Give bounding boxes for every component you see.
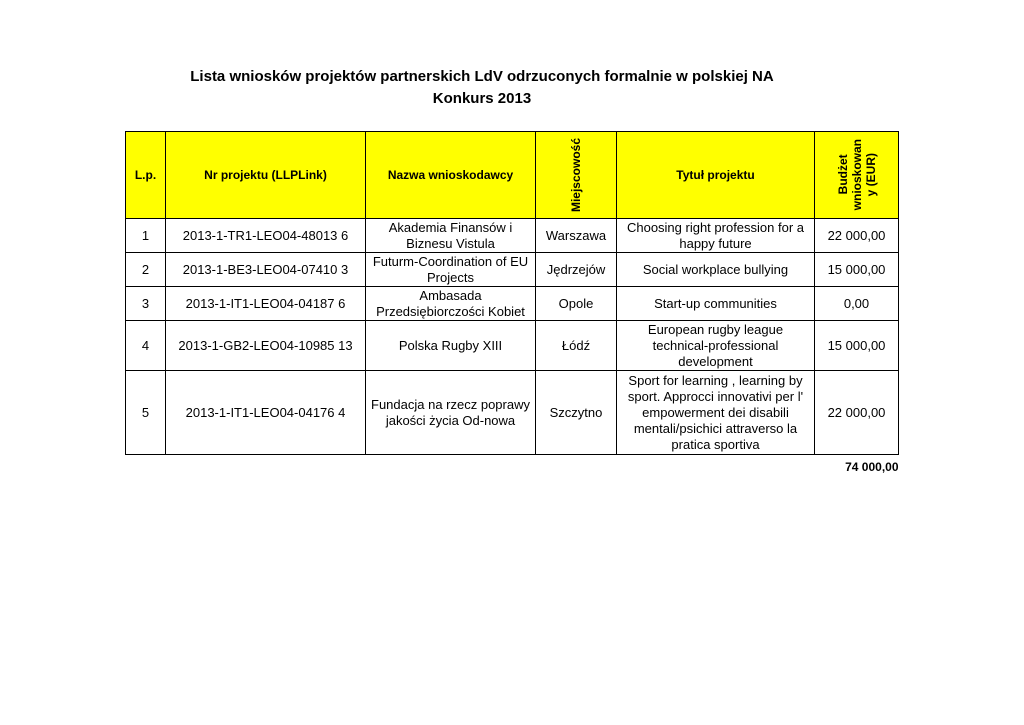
table-row <box>126 287 899 321</box>
cell-lp: 3 <box>126 287 166 321</box>
cell-budget: 22 000,00 <box>815 219 899 253</box>
cell-lp: 5 <box>126 371 166 455</box>
total-amount: 74 000,00 <box>845 460 899 474</box>
header-lp: L.p. <box>126 132 166 219</box>
header-location-cell <box>536 132 617 219</box>
cell-project-number: 2013-1-GB2-LEO04-10985 13 <box>166 321 366 371</box>
cell-project-number: 2013-1-IT1-LEO04-04176 4 <box>166 371 366 455</box>
title-line-1: Lista wniosków projektów partnerskich LdV odrzuconych formalnie w polskiej NA <box>190 68 774 85</box>
cell-lp: 4 <box>126 321 166 371</box>
header-budget: Budżet wnioskowan y (EUR) <box>835 139 878 211</box>
table-row <box>126 253 899 287</box>
cell-project-number: 2013-1-BE3-LEO04-07410 3 <box>166 253 366 287</box>
total-row <box>126 455 899 476</box>
header-project-number: Nr projektu (LLPLink) <box>166 132 366 219</box>
title-line-2: Konkurs 2013 <box>432 90 532 107</box>
cell-applicant-name: Futurm-Coordination of EU Projects <box>366 253 536 287</box>
cell-budget: 0,00 <box>815 287 899 321</box>
cell-location: Łódź <box>536 321 617 371</box>
cell-project-number: 2013-1-TR1-LEO04-48013 6 <box>166 219 366 253</box>
cell-project-title: Social workplace bullying <box>617 253 815 287</box>
cell-project-title: Choosing right profession for a happy future <box>617 219 815 253</box>
cell-applicant-name: Ambasada Przedsiębiorczości Kobiet <box>366 287 536 321</box>
cell-location: Warszawa <box>536 219 617 253</box>
cell-applicant-name: Polska Rugby XIII <box>366 321 536 371</box>
cell-project-title: Start-up communities <box>617 287 815 321</box>
cell-budget: 15 000,00 <box>815 321 899 371</box>
cell-lp: 2 <box>126 253 166 287</box>
table-row <box>126 219 899 253</box>
cell-project-title: Sport for learning , learning by sport. Approcci innovativi per l' empowerment dei disabili mentali/psichici attraverso la pratica sportiva <box>617 371 815 455</box>
cell-applicant-name: Fundacja na rzecz poprawy jakości życia Od-nowa <box>366 371 536 455</box>
cell-budget: 15 000,00 <box>815 253 899 287</box>
cell-project-number: 2013-1-IT1-LEO04-04187 6 <box>166 287 366 321</box>
table-header-row <box>126 132 899 219</box>
document-title <box>0 66 964 110</box>
cell-location: Opole <box>536 287 617 321</box>
cell-project-title: European rugby league technical-professional development <box>617 321 815 371</box>
cell-location: Jędrzejów <box>536 253 617 287</box>
cell-location: Szczytno <box>536 371 617 455</box>
header-applicant-name: Nazwa wnioskodawcy <box>366 132 536 219</box>
header-budget-cell <box>815 132 899 219</box>
cell-budget: 22 000,00 <box>815 371 899 455</box>
header-project-title: Tytuł projektu <box>617 132 815 219</box>
cell-applicant-name: Akademia Finansów i Biznesu Vistula <box>366 219 536 253</box>
projects-table <box>125 131 899 475</box>
cell-lp: 1 <box>126 219 166 253</box>
header-location: Miejscowość <box>569 137 583 213</box>
table-row <box>126 371 899 455</box>
table-row <box>126 321 899 371</box>
